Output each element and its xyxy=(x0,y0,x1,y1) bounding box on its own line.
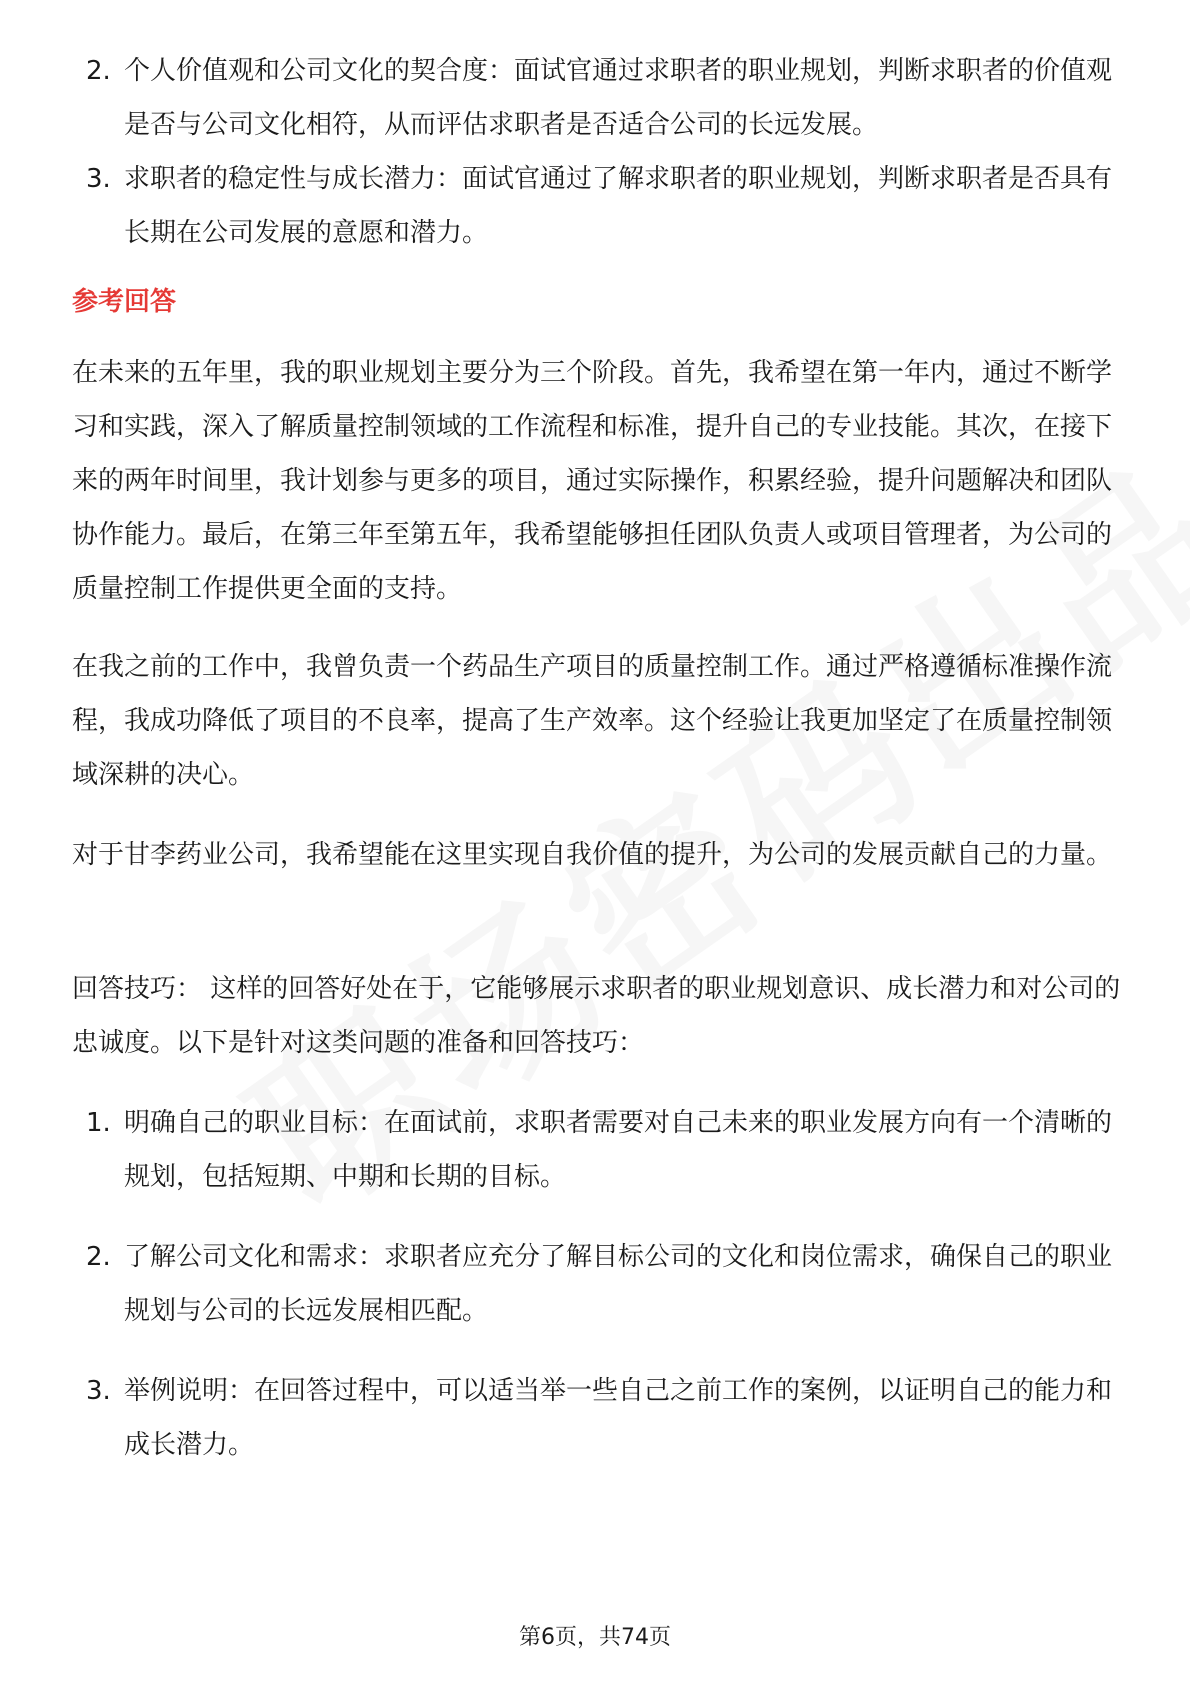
paragraph: 在未来的五年里，我的职业规划主要分为三个阶段。首先，我希望在第一年内，通过不断学习和实践，深入了解质量控制领域的工作流程和标准，提升自己的专业技能。其次，在接下来的两年时间里，我计划参与更多的项目，通过实际操作，积累经验，提升问题解决和团队协作能力。最后，在第三年至第五年，我希望能够担任团队负责人或项目管理者，为公司的质量控制工作提供更全面的支持。 xyxy=(72,358,1113,604)
list-text: 求职者的稳定性与成长潜力：面试官通过了解求职者的职业规划，判断求职者是否具有长期在公司发展的意愿和潜力。 xyxy=(124,164,1113,248)
paragraph: 在我之前的工作中，我曾负责一个药品生产项目的质量控制工作。通过严格遵循标准操作流程，我成功降低了项目的不良率，提高了生产效率。这个经验让我更加坚定了在质量控制领域深耕的决心。 xyxy=(72,652,1113,790)
paragraph: 对于甘李药业公司，我希望能在这里实现自我价值的提升，为公司的发展贡献自己的力量。 xyxy=(72,840,1113,870)
list-item xyxy=(72,1096,1118,1204)
list-number: 1. xyxy=(86,1108,111,1138)
list-text: 了解公司文化和需求：求职者应充分了解目标公司的文化和岗位需求，确保自己的职业规划与公司的长远发展相匹配。 xyxy=(124,1242,1113,1326)
page-number-footer: 第6页，共74页 xyxy=(519,1625,671,1650)
list-number: 3. xyxy=(86,1376,111,1406)
list-item xyxy=(72,1230,1118,1338)
list-text: 个人价值观和公司文化的契合度：面试官通过求职者的职业规划，判断求职者的价值观是否与公司文化相符，从而评估求职者是否适合公司的长远发展。 xyxy=(124,56,1113,140)
paragraph: 回答技巧： 这样的回答好处在于，它能够展示求职者的职业规划意识、成长潜力和对公司的忠诚度。以下是针对这类问题的准备和回答技巧： xyxy=(72,974,1121,1058)
list-number: 2. xyxy=(86,56,111,86)
list-item xyxy=(72,1364,1118,1472)
list-number: 3. xyxy=(86,164,111,194)
list-item xyxy=(72,152,1118,260)
list-text: 明确自己的职业目标：在面试前，求职者需要对自己未来的职业发展方向有一个清晰的规划，包括短期、中期和长期的目标。 xyxy=(124,1108,1113,1192)
list-number: 2. xyxy=(86,1242,111,1272)
section-heading: 参考回答 xyxy=(72,287,177,317)
list-text: 举例说明：在回答过程中，可以适当举一些自己之前工作的案例，以证明自己的能力和成长潜力。 xyxy=(124,1376,1113,1460)
list-item xyxy=(72,44,1118,152)
